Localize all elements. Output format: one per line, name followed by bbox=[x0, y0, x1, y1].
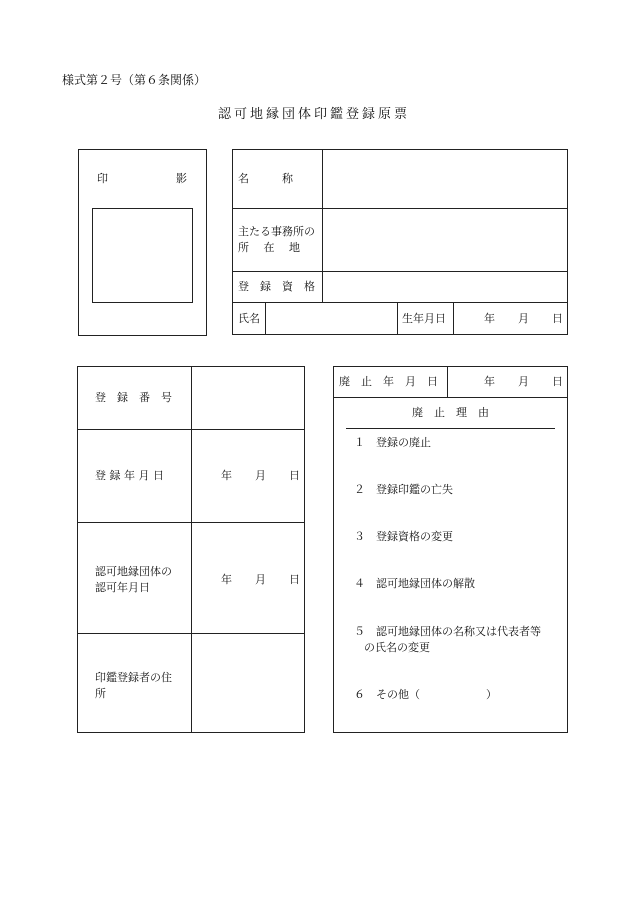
qualification-label: 登 録 資 格 bbox=[238, 280, 315, 293]
approval-year-unit: 年 bbox=[221, 573, 232, 586]
reason-item-continuation: の氏名の変更 bbox=[364, 641, 430, 654]
registrant-address-label-line1: 印鑑登録者の住 bbox=[95, 671, 172, 684]
abolition-day-unit: 日 bbox=[552, 375, 563, 388]
name-field[interactable] bbox=[328, 172, 560, 192]
row-divider bbox=[77, 522, 305, 523]
registrant-address-field[interactable] bbox=[197, 678, 299, 694]
registration-date-label: 登 録 年 月 日 bbox=[95, 469, 164, 482]
office-label-line1: 主たる事務所の bbox=[238, 225, 315, 238]
reason-item[interactable]: １ 登録の廃止 bbox=[354, 436, 431, 449]
row-divider bbox=[232, 302, 568, 303]
registration-year-unit: 年 bbox=[221, 469, 232, 482]
column-divider bbox=[453, 302, 454, 335]
abolition-date-label: 廃 止 年 月 日 bbox=[339, 375, 438, 388]
qualification-field[interactable] bbox=[328, 280, 560, 296]
reason-item[interactable]: ５ 認可地縁団体の名称又は代表者等 bbox=[354, 625, 541, 638]
registrant-address-label-line2: 所 bbox=[95, 687, 106, 700]
birth-date-label: 生年月日 bbox=[402, 312, 446, 325]
seal-label-right: 影 bbox=[176, 172, 187, 185]
seal-stamp-area[interactable] bbox=[92, 208, 193, 303]
person-name-field[interactable] bbox=[270, 312, 392, 328]
row-divider bbox=[77, 633, 305, 634]
office-address-field[interactable] bbox=[328, 232, 560, 252]
column-divider bbox=[447, 366, 448, 397]
birth-day-unit: 日 bbox=[552, 312, 563, 325]
column-divider bbox=[265, 302, 266, 335]
abolition-year-unit: 年 bbox=[484, 375, 495, 388]
approval-month-unit: 月 bbox=[255, 573, 266, 586]
column-divider bbox=[397, 302, 398, 335]
form-number: 様式第２号（第６条関係） bbox=[62, 73, 207, 87]
reason-item[interactable]: ３ 登録資格の変更 bbox=[354, 530, 453, 543]
row-divider bbox=[232, 271, 568, 272]
abolition-table bbox=[333, 366, 568, 733]
registration-number-label: 登 録 番 号 bbox=[95, 391, 172, 404]
abolition-month-unit: 月 bbox=[518, 375, 529, 388]
column-divider bbox=[322, 149, 323, 302]
page-title: 認可地縁団体印鑑登録原票 bbox=[218, 107, 411, 122]
office-label-line2: 所 在 地 bbox=[238, 241, 300, 254]
row-divider bbox=[232, 208, 568, 209]
registration-day-unit: 日 bbox=[289, 469, 300, 482]
row-divider bbox=[77, 429, 305, 430]
reason-item[interactable]: ２ 登録印鑑の亡失 bbox=[354, 483, 453, 496]
registration-month-unit: 月 bbox=[255, 469, 266, 482]
reason-item[interactable]: ４ 認可地縁団体の解散 bbox=[354, 577, 475, 590]
approval-date-label-line1: 認可地縁団体の bbox=[95, 565, 172, 578]
person-name-label: 氏名 bbox=[238, 312, 260, 325]
reason-item[interactable]: ６ その他（ ） bbox=[354, 688, 497, 701]
approval-date-label-line2: 認可年月日 bbox=[95, 581, 150, 594]
row-divider bbox=[333, 397, 568, 398]
birth-month-unit: 月 bbox=[518, 312, 529, 325]
reason-header-underline bbox=[346, 428, 555, 429]
approval-day-unit: 日 bbox=[289, 573, 300, 586]
name-label: 名 称 bbox=[238, 172, 293, 185]
birth-year-unit: 年 bbox=[484, 312, 495, 325]
column-divider bbox=[191, 366, 192, 733]
registration-number-field[interactable] bbox=[197, 391, 299, 407]
seal-label-left: 印 bbox=[97, 172, 108, 185]
abolition-reason-header: 廃 止 理 由 bbox=[412, 406, 489, 419]
